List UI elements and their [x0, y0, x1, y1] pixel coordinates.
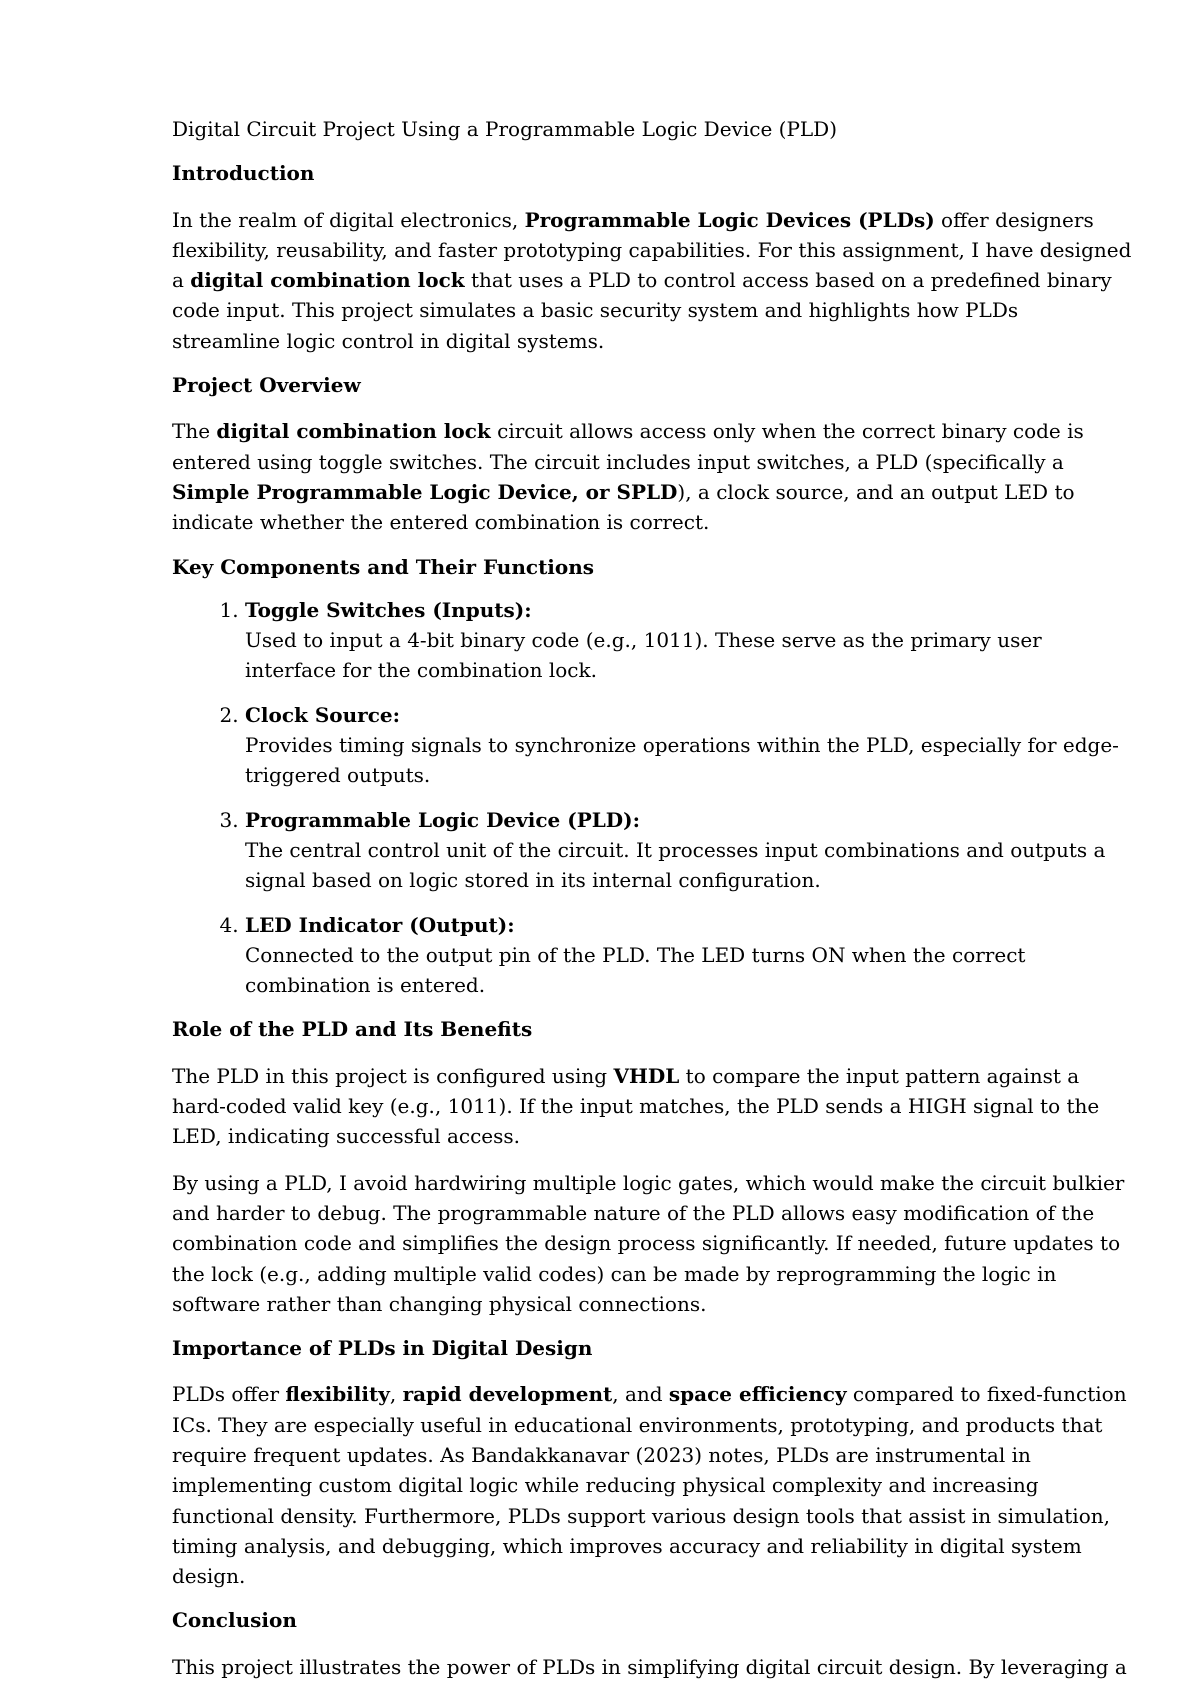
bold-run: flexibility	[285, 1382, 390, 1407]
section-importance	[172, 1333, 1132, 1591]
section-role-of-pld	[172, 1014, 1132, 1319]
bold-run: digital combination lock	[216, 419, 491, 444]
heading-project-overview: Project Overview	[172, 373, 361, 398]
item-title: 2. Clock Source:	[245, 702, 400, 727]
text-run: PLDs offer	[172, 1382, 286, 1407]
item-title: 4. LED Indicator (Output):	[245, 912, 515, 937]
conclusion-paragraph: This project illustrates the power of PLDs in simplifying digital circuit design. By leveraging a	[172, 1654, 1127, 1679]
bold-run: digital combination lock	[190, 268, 465, 293]
bold-run: VHDL	[613, 1063, 680, 1088]
list-item	[245, 805, 1132, 896]
item-description: Provides timing signals to synchronize operations within the PLD, especially for edge-triggered outputs.	[245, 733, 1119, 788]
section-project-overview	[172, 370, 1132, 537]
text-run: ,	[389, 1382, 403, 1407]
role-paragraph-2: By using a PLD, I avoid hardwiring multiple logic gates, which would make the circuit bulkier and harder to debug. The programmable nature of the PLD allows easy modification of the combination code and simplifies the design process significantly. If needed, future updates to the lock (e.g., adding multiple valid codes) can be made by reprogramming the logic in software rather than changing physical connections.	[172, 1170, 1125, 1316]
text-run: offer designers flexibility, reusability, and faster prototyping capabilities. For this assignment, I have designed a	[172, 207, 1132, 293]
text-run: ), a clock source, and an output LED to indicate whether the entered combination is correct.	[172, 479, 1075, 535]
text-run: , and	[612, 1382, 669, 1407]
item-description: The central control unit of the circuit. It processes input combinations and outputs a signal based on logic stored in its internal configuration.	[245, 837, 1106, 893]
bold-run: Simple Programmable Logic Device, or SPLD	[172, 479, 678, 504]
bold-run: space efficiency	[668, 1382, 847, 1407]
list-item	[245, 595, 1132, 686]
importance-paragraph	[172, 1379, 1132, 1591]
document-title: Digital Circuit Project Using a Programmable Logic Device (PLD)	[172, 117, 838, 141]
heading-introduction: Introduction	[172, 161, 315, 186]
item-title: 3. Programmable Logic Device (PLD):	[245, 807, 640, 832]
text-run: compared to fixed-function ICs. They are especially useful in educational environments, prototyping, and products that require frequent updates. As Bandakkanavar (2023) notes, PLDs are instrumental in implementing custom digital logic while reducing physical complexity and increasing functional density. Furthermore, PLDs support various design tools that assist in simulation, timing analysis, and debugging, which improves accuracy and reliability in digital system design.	[172, 1382, 1127, 1589]
components-list	[172, 595, 1132, 1001]
heading-key-components: Key Components and Their Functions	[172, 554, 595, 579]
bold-run: rapid development	[402, 1382, 613, 1407]
item-title: 1. Toggle Switches (Inputs):	[245, 597, 532, 622]
section-key-components	[172, 552, 1132, 1001]
document-page	[172, 114, 1132, 1696]
text-run: circuit allows access only when the correct binary code is entered using toggle switches. The circuit includes input switches, a PLD (specifically a	[172, 419, 1084, 474]
text-run: The	[172, 419, 217, 444]
list-item	[245, 700, 1132, 791]
text-run: The PLD in this project is configured using	[172, 1063, 614, 1088]
heading-role-of-pld: Role of the PLD and Its Benefits	[172, 1017, 533, 1042]
introduction-paragraph	[172, 205, 1132, 356]
text-run: to compare the input pattern against a hard-coded valid key (e.g., 1011). If the input matches, the PLD sends a HIGH signal to the LED, indicating successful access.	[172, 1063, 1100, 1149]
bold-run: Programmable Logic Devices (PLDs)	[524, 207, 935, 232]
section-conclusion	[172, 1605, 1132, 1682]
heading-conclusion: Conclusion	[172, 1608, 297, 1633]
item-description: Used to input a 4-bit binary code (e.g., 1011). These serve as the primary user interface for the combination lock.	[245, 628, 1042, 683]
item-description: Connected to the output pin of the PLD. The LED turns ON when the correct combination is entered.	[245, 942, 1026, 998]
text-run: that uses a PLD to control access based on a predefined binary code input. This project simulates a basic security system and highlights how PLDs streamline logic control in digital systems.	[172, 268, 1112, 353]
role-paragraph-1	[172, 1061, 1132, 1152]
list-item	[245, 910, 1132, 1001]
heading-importance: Importance of PLDs in Digital Design	[172, 1336, 593, 1361]
section-introduction	[172, 158, 1132, 356]
overview-paragraph	[172, 416, 1132, 537]
text-run: In the realm of digital electronics,	[172, 207, 525, 232]
